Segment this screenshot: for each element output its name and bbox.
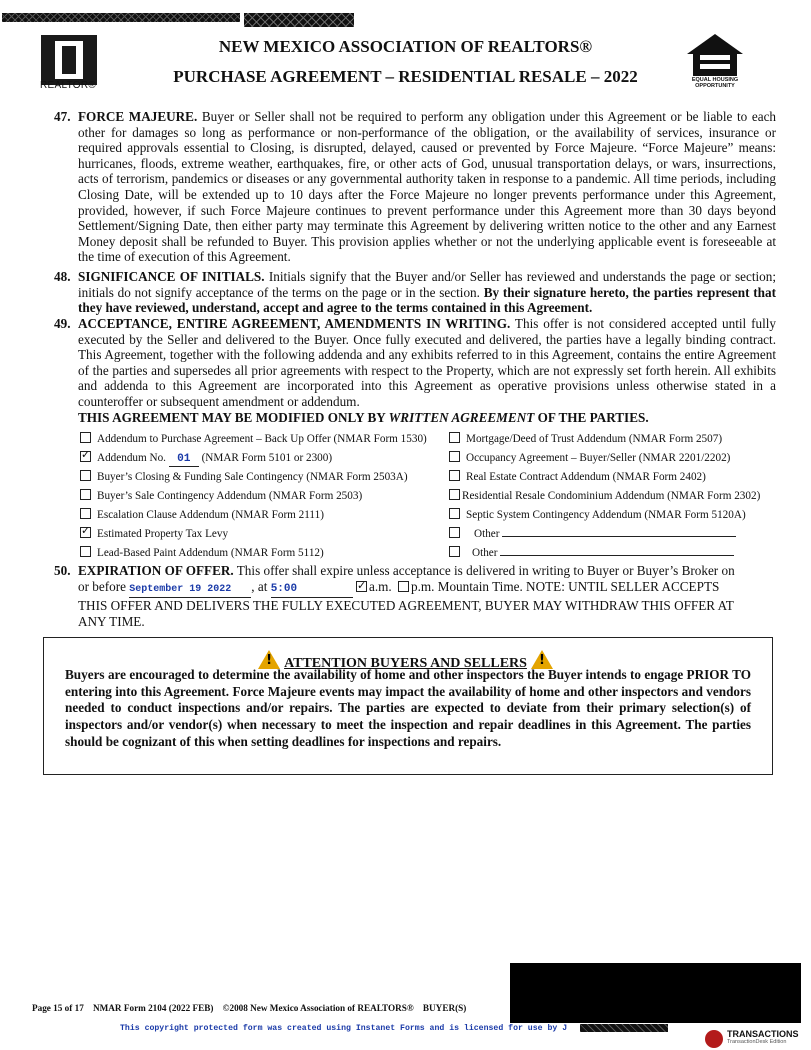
checkbox[interactable] bbox=[80, 432, 91, 443]
addendum-escalation[interactable]: Escalation Clause Addendum (NMAR Form 2111) bbox=[80, 508, 324, 522]
equal-housing-text: EQUAL HOUSING OPPORTUNITY bbox=[691, 77, 739, 89]
page-title: NEW MEXICO ASSOCIATION OF REALTORS® bbox=[218, 37, 593, 56]
transactions-brand: TRANSACTIONS bbox=[727, 1029, 799, 1039]
form-number: NMAR Form 2104 (2022 FEB) bbox=[92, 1003, 214, 1013]
addendum-backup-offer[interactable]: Addendum to Purchase Agreement – Back Up Offer (NMAR Form 1530) bbox=[80, 432, 427, 446]
addendum-number-field[interactable]: 01 bbox=[169, 452, 199, 467]
section-text: Buyer or Seller shall not be required to perform any obligation under this Agreement or be liable to each other for damages so long as performance or non-performance of the obligation, or the availability of services, insurance or required approvals essential to Closing, is disrupted, delayed, caused or prevented by Force Majeure. “Force Majeure” means: hurricanes, floods, extreme weather, earthquakes, fire, or other acts of God, unusual transportation delays, or wars, insurrections, acts of terrorism, pandemics or diseases or any governmental authority taken in response to a pandemic. All time periods, including Closing Date, will be extended up to 10 days after the Force Majeure no longer prevents performance under this Agreement, provided, however, if such Force Majeure continues to prevent performance under this Agreement more than 30 days beyond Settlement/Signing Date, then either party may terminate this Agreement by delivering written notice to the other and any Earnest Money deposit shall be refunded to Buyer. This provision applies whether or not the underlying applicable event is foreseeable at the time of execution of this Agreement. bbox=[78, 109, 777, 265]
section-50: 50. EXPIRATION OF OFFER. This offer shall expire unless acceptance is delivered in writing to Buyer or Buyer’s Broker on or before September 19 2022 , at 5:00 ✓ a.m. p.m. Mountain Time. NOTE: UNTIL SELLER ACCEPTS THIS OFFER AND DELIVERS THE FULLY EXECUTED AGREEMENT, BUYER MAY WITHDRAW THIS OFFER AT ANY TIME. bbox=[54, 563, 776, 629]
redaction-bar bbox=[2, 13, 240, 22]
transactions-edition: TransactionDesk Edition bbox=[727, 1039, 787, 1045]
checkbox-checked[interactable] bbox=[80, 451, 91, 462]
page-subtitle: PURCHASE AGREEMENT – RESIDENTIAL RESALE – 2022 bbox=[173, 67, 638, 86]
footer bbox=[32, 1003, 466, 1013]
pm-checkbox[interactable] bbox=[398, 581, 409, 592]
section-47 bbox=[54, 109, 776, 265]
section-heading: SIGNIFICANCE OF INITIALS. bbox=[78, 269, 265, 284]
checkbox[interactable] bbox=[449, 546, 460, 557]
modify-statement: THIS AGREEMENT MAY BE MODIFIED ONLY BY WRITTEN AGREEMENT OF THE PARTIES. bbox=[78, 409, 649, 425]
addendum-other-2[interactable]: Other bbox=[449, 546, 734, 560]
addendum-other-1[interactable]: Other bbox=[449, 527, 736, 541]
section-49 bbox=[54, 316, 776, 425]
section-number: 50. bbox=[54, 563, 71, 578]
other-field[interactable] bbox=[502, 536, 736, 537]
checkbox[interactable] bbox=[80, 508, 91, 519]
realtor-logo-text: REALTOR® bbox=[40, 80, 97, 91]
section-heading: ACCEPTANCE, ENTIRE AGREEMENT, AMENDMENTS IN WRITING. bbox=[78, 316, 511, 331]
section-heading: EXPIRATION OF OFFER. bbox=[78, 563, 234, 578]
section-text: Initials signify that the Buyer and/or Seller has reviewed and understands the page or section; initials do not signify acceptance of the terms on the page or in the section. bbox=[78, 269, 776, 300]
other-field[interactable] bbox=[500, 555, 734, 556]
section-48 bbox=[54, 269, 776, 316]
checkbox[interactable] bbox=[449, 527, 460, 538]
checkbox[interactable] bbox=[449, 508, 460, 519]
checkbox[interactable] bbox=[80, 470, 91, 481]
page-number: Page 15 of 17 bbox=[32, 1003, 84, 1013]
transactions-logo-icon bbox=[705, 1030, 723, 1048]
checkbox[interactable] bbox=[449, 470, 460, 481]
redacted-signature-area bbox=[510, 963, 801, 1023]
redaction-bar bbox=[580, 1024, 668, 1032]
checkbox[interactable] bbox=[80, 546, 91, 557]
expiration-time-field[interactable]: 5:00 bbox=[271, 582, 353, 599]
expiration-date-field[interactable]: September 19 2022 bbox=[129, 582, 251, 599]
copyright-assoc: ©2008 New Mexico Association of REALTORS® bbox=[222, 1003, 414, 1013]
checkbox[interactable] bbox=[449, 489, 460, 500]
addendum-occupancy[interactable]: Occupancy Agreement – Buyer/Seller (NMAR 2201/2202) bbox=[449, 451, 730, 465]
checkbox[interactable] bbox=[80, 489, 91, 500]
am-checkbox[interactable] bbox=[356, 581, 367, 592]
section-bold-text: By their signature hereto, the parties represent that they have reviewed, understand, accept and agree to the terms contained in this Agreement. bbox=[78, 284, 776, 316]
addendum-septic[interactable]: Septic System Contingency Addendum (NMAR Form 5120A) bbox=[449, 508, 746, 522]
attention-body: Buyers are encouraged to determine the availability of home and other inspectors the Buyer intends to engage PRIOR TO entering into this Agreement. Force Majeure events may impact the availability of home and other inspectors and vendors needed to conduct inspections and/or repairs. The parties are expected to deviate from their primary selection(s) of inspectors and/or vendor(s) when necessary to meet the inspection and repair deadlines in this Agreement. The parties should be cognizant of this when setting deadlines for inspections and repairs. bbox=[65, 667, 751, 749]
checkbox[interactable] bbox=[449, 432, 460, 443]
addendum-tax-levy[interactable]: ✓Estimated Property Tax Levy bbox=[80, 527, 228, 541]
buyer-initials-label: BUYER(S) bbox=[422, 1003, 467, 1013]
checkbox[interactable] bbox=[449, 451, 460, 462]
checkbox-checked[interactable] bbox=[80, 527, 91, 538]
section-text: This offer is not considered accepted until fully executed by the Seller and delivered to the Buyer. Once fully executed and delivered, the parties have a legally binding contract. This Agreement, together with the following addenda and any exhibits referred to in this Agreement, contains the entire Agreement of the parties and supersedes all prior agreements with respect to the Property, which are not expressly set forth herein. All exhibits and addenda to this Agreement are incorporated into this Agreement as operative provisions unless otherwise stated in a counteroffer or subsequent amendment or addendum. bbox=[78, 316, 776, 409]
addendum-mortgage[interactable]: Mortgage/Deed of Trust Addendum (NMAR Form 2507) bbox=[449, 432, 722, 446]
addendum-condominium[interactable]: Residential Resale Condominium Addendum (NMAR Form 2302) bbox=[449, 489, 760, 503]
addendum-number[interactable]: ✓Addendum No. 01 (NMAR Form 5101 or 2300) bbox=[80, 451, 332, 467]
attention-title: !ATTENTION BUYERS AND SELLERS! bbox=[0, 650, 811, 672]
section-heading: FORCE MAJEURE. bbox=[78, 109, 198, 124]
addendum-sale-contingency[interactable]: Buyer’s Sale Contingency Addendum (NMAR Form 2503) bbox=[80, 489, 362, 503]
section-number: 47. bbox=[54, 109, 71, 124]
addendum-lead-paint[interactable]: Lead-Based Paint Addendum (NMAR Form 5112) bbox=[80, 546, 324, 560]
section-number: 48. bbox=[54, 269, 71, 284]
redaction-bar bbox=[244, 13, 354, 27]
instanet-copyright: This copyright protected form was created using Instanet Forms and is licensed for use by J bbox=[120, 1024, 568, 1033]
section-number: 49. bbox=[54, 316, 71, 331]
addendum-real-estate-contract[interactable]: Real Estate Contract Addendum (NMAR Form 2402) bbox=[449, 470, 706, 484]
addendum-closing-funding[interactable]: Buyer’s Closing & Funding Sale Contingency (NMAR Form 2503A) bbox=[80, 470, 408, 484]
